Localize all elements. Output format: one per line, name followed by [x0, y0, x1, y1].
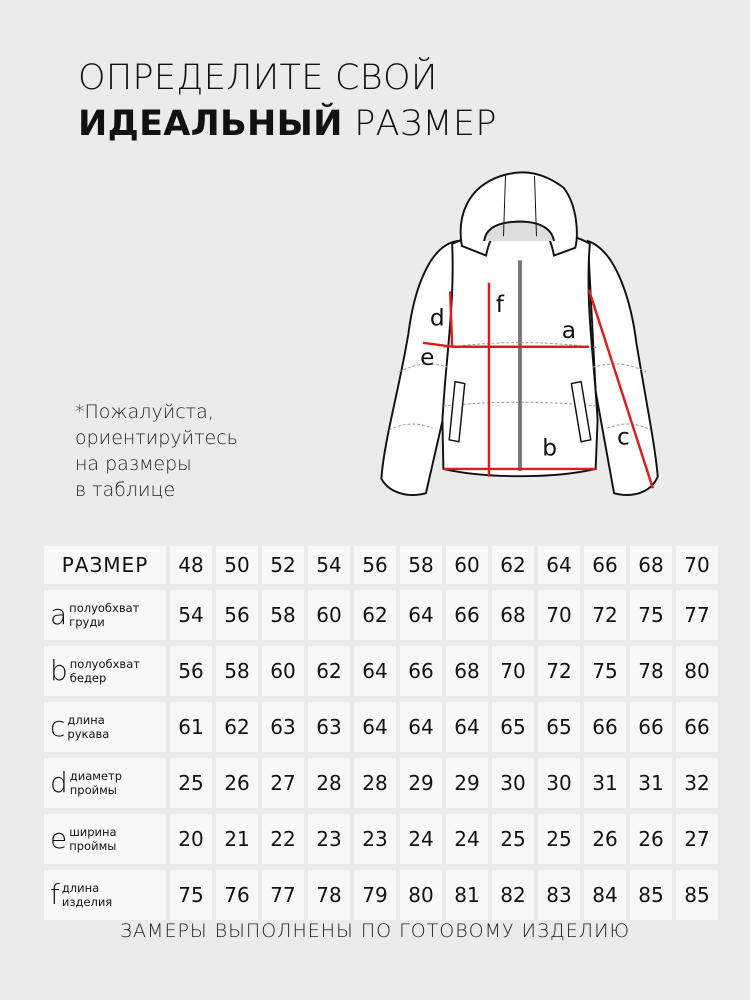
table-cell: 75	[584, 646, 626, 696]
size-header: 52	[262, 546, 304, 584]
table-cell: 66	[630, 702, 672, 752]
size-header: 48	[170, 546, 212, 584]
row-description	[70, 657, 140, 685]
table-cell: 72	[538, 646, 580, 696]
table-cell: 31	[584, 758, 626, 808]
table-cell: 84	[584, 870, 626, 920]
desc-line: полуобхват	[69, 601, 140, 615]
page-title	[78, 55, 497, 147]
table-cell: 25	[170, 758, 212, 808]
table-cell: 68	[492, 590, 534, 640]
table-cell: 65	[538, 702, 580, 752]
size-header: 62	[492, 546, 534, 584]
row-letter: b	[50, 654, 68, 687]
table-cell: 23	[308, 814, 350, 864]
table-row	[44, 646, 722, 702]
table-cell: 64	[354, 646, 396, 696]
table-cell: 78	[630, 646, 672, 696]
table-row	[44, 702, 722, 758]
table-cell: 60	[308, 590, 350, 640]
header-size-label: РАЗМЕР	[44, 546, 166, 584]
title-bold: ИДЕАЛЬНЫЙ	[78, 104, 343, 144]
table-cell: 62	[354, 590, 396, 640]
table-cell: 78	[308, 870, 350, 920]
label-e: e	[420, 344, 435, 372]
table-cell: 66	[676, 702, 718, 752]
desc-line: длина	[61, 881, 100, 895]
row-letter: f	[50, 878, 60, 911]
table-cell: 56	[170, 646, 212, 696]
row-letter: d	[50, 766, 68, 799]
row-description	[69, 601, 139, 629]
table-cell: 24	[446, 814, 488, 864]
note-line: ориентируйтесь	[75, 427, 238, 449]
table-cell: 63	[308, 702, 350, 752]
table-header-row	[44, 546, 722, 590]
table-cell: 85	[630, 870, 672, 920]
row-description	[69, 825, 116, 853]
table-cell: 66	[446, 590, 488, 640]
table-cell: 77	[262, 870, 304, 920]
table-cell: 83	[538, 870, 580, 920]
row-label	[44, 870, 166, 920]
row-label	[44, 646, 166, 696]
table-cell: 29	[400, 758, 442, 808]
desc-line: полуобхват	[69, 657, 140, 671]
jacket-diagram	[360, 168, 680, 508]
row-label	[44, 590, 166, 640]
table-row	[44, 590, 722, 646]
row-label	[44, 758, 166, 808]
label-c: c	[616, 423, 630, 451]
table-cell: 85	[676, 870, 718, 920]
desc-line: диаметр	[69, 769, 123, 783]
table-cell: 32	[676, 758, 718, 808]
size-table	[44, 546, 722, 926]
table-cell: 24	[400, 814, 442, 864]
size-header: 64	[538, 546, 580, 584]
row-letter: c	[50, 710, 66, 743]
table-cell: 80	[676, 646, 718, 696]
row-letter: a	[50, 598, 68, 631]
size-header: 56	[354, 546, 396, 584]
title-line-1: ОПРЕДЕЛИТЕ СВОЙ	[78, 58, 438, 98]
table-row	[44, 814, 722, 870]
desc-line: изделия	[61, 895, 113, 909]
table-cell: 31	[630, 758, 672, 808]
table-cell: 80	[400, 870, 442, 920]
table-cell: 26	[630, 814, 672, 864]
desc-line: длина	[67, 713, 105, 727]
table-row	[44, 758, 722, 814]
table-cell: 65	[492, 702, 534, 752]
table-cell: 56	[216, 590, 258, 640]
row-label	[44, 814, 166, 864]
table-cell: 28	[308, 758, 350, 808]
table-cell: 58	[262, 590, 304, 640]
table-cell: 64	[446, 702, 488, 752]
label-a: a	[561, 317, 576, 344]
table-cell: 63	[262, 702, 304, 752]
title-rest: РАЗМЕР	[342, 104, 497, 144]
label-d: d	[429, 304, 445, 332]
table-cell: 81	[446, 870, 488, 920]
table-cell: 23	[354, 814, 396, 864]
table-cell: 72	[584, 590, 626, 640]
table-cell: 26	[584, 814, 626, 864]
desc-line: рукава	[67, 727, 110, 741]
table-row	[44, 870, 722, 926]
table-cell: 79	[354, 870, 396, 920]
size-note	[75, 399, 238, 503]
desc-line: проймы	[69, 839, 117, 853]
table-cell: 66	[400, 646, 442, 696]
table-cell: 62	[216, 702, 258, 752]
table-cell: 62	[308, 646, 350, 696]
table-cell: 64	[400, 702, 442, 752]
table-cell: 61	[170, 702, 212, 752]
table-cell: 20	[170, 814, 212, 864]
table-cell: 21	[216, 814, 258, 864]
table-cell: 70	[492, 646, 534, 696]
desc-line: бедер	[69, 671, 107, 685]
footer-note: ЗАМЕРЫ ВЫПОЛНЕНЫ ПО ГОТОВОМУ ИЗДЕЛИЮ	[119, 920, 631, 942]
table-cell: 66	[584, 702, 626, 752]
table-cell: 28	[354, 758, 396, 808]
table-cell: 68	[446, 646, 488, 696]
size-header: 66	[584, 546, 626, 584]
label-f: f	[495, 290, 504, 318]
table-cell: 25	[492, 814, 534, 864]
table-cell: 29	[446, 758, 488, 808]
desc-line: ширина	[69, 825, 117, 839]
table-cell: 64	[354, 702, 396, 752]
size-header: 60	[446, 546, 488, 584]
title-line-2	[78, 101, 497, 147]
size-header: 50	[216, 546, 258, 584]
table-cell: 58	[216, 646, 258, 696]
size-header: 68	[630, 546, 672, 584]
note-line: *Пожалуйста,	[75, 401, 214, 423]
desc-line: груди	[69, 615, 105, 629]
table-cell: 26	[216, 758, 258, 808]
table-cell: 30	[492, 758, 534, 808]
note-line: в таблице	[75, 479, 176, 501]
table-cell: 54	[170, 590, 212, 640]
row-description	[70, 769, 122, 797]
table-cell: 70	[538, 590, 580, 640]
table-cell: 60	[262, 646, 304, 696]
table-cell: 75	[170, 870, 212, 920]
table-cell: 77	[676, 590, 718, 640]
size-header: 58	[400, 546, 442, 584]
table-cell: 75	[630, 590, 672, 640]
label-b: b	[542, 434, 558, 462]
table-cell: 82	[492, 870, 534, 920]
table-cell: 25	[538, 814, 580, 864]
note-line: на размеры	[75, 453, 192, 475]
table-cell: 27	[676, 814, 718, 864]
table-cell: 64	[400, 590, 442, 640]
table-cell: 27	[262, 758, 304, 808]
row-label	[44, 702, 166, 752]
size-header: 54	[308, 546, 350, 584]
table-cell: 22	[262, 814, 304, 864]
table-cell: 30	[538, 758, 580, 808]
desc-line: проймы	[69, 783, 117, 797]
row-letter: e	[50, 822, 68, 855]
row-description	[67, 713, 109, 741]
table-cell: 76	[216, 870, 258, 920]
row-description	[62, 881, 112, 909]
size-header: 70	[676, 546, 718, 584]
